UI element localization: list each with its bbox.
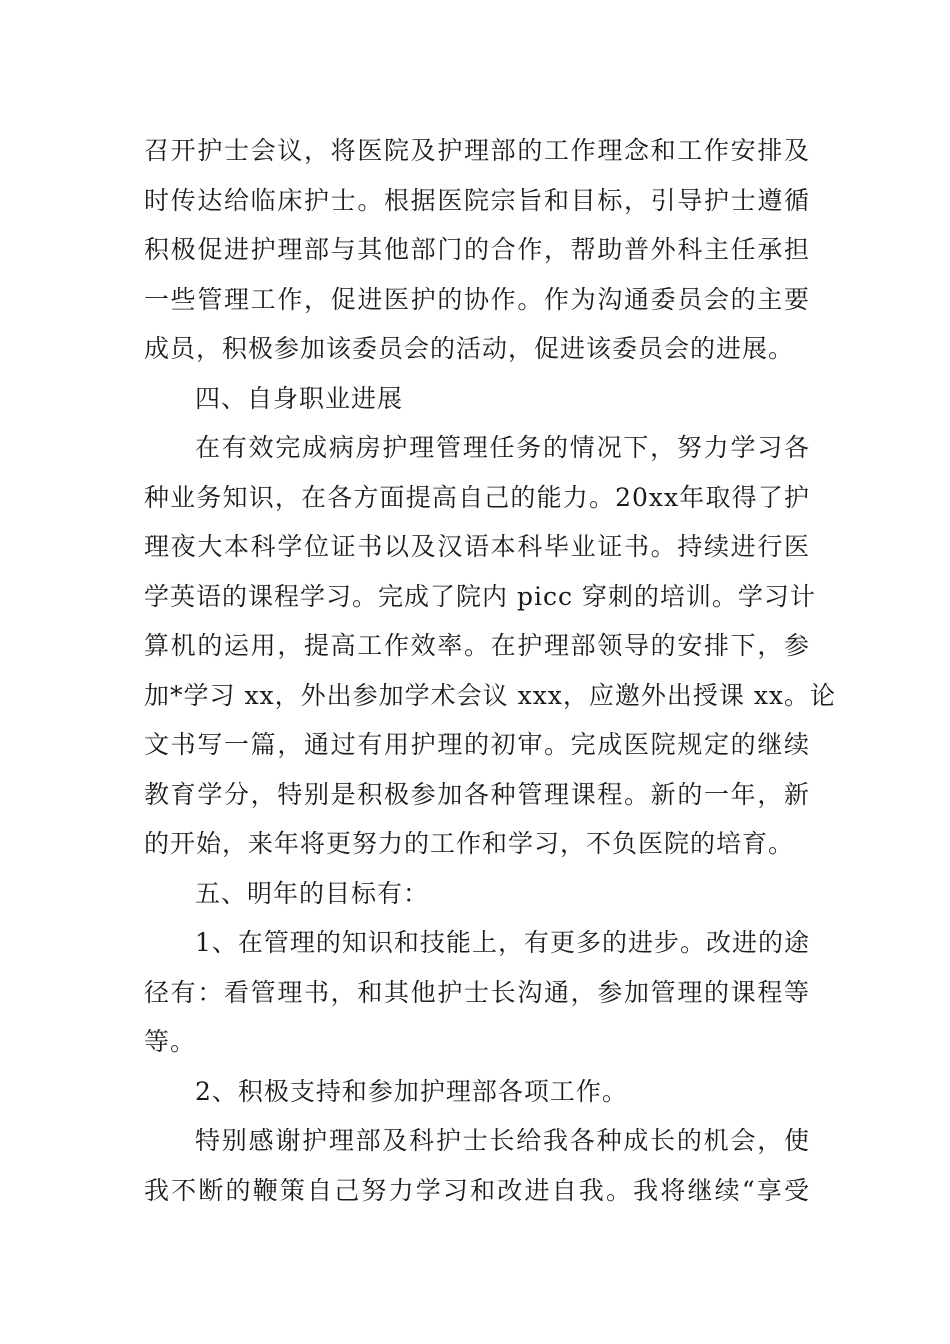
list-item: 2、积极支持和参加护理部各项工作。 — [195, 1076, 628, 1106]
text-line: 教育学分，特别是积极参加各种管理课程。新的一年，新 — [144, 779, 810, 809]
list-item: 1、在管理的知识和技能上，有更多的进步。改进的途 — [195, 928, 810, 957]
text-line: 加*学习 xx，外出参加学术会议 xxx，应邀外出授课 xx。论 — [144, 680, 837, 710]
text-line: 特别感谢护理部及科护士长给我各种成长的机会，使 — [195, 1126, 810, 1155]
text-line: 学英语的课程学习。完成了院内 picc 穿刺的培训。学习计 — [144, 581, 816, 611]
section-heading: 四、自身职业进展 — [195, 383, 404, 413]
text-line: 径有：看管理书，和其他护士长沟通，参加管理的课程等 — [144, 977, 810, 1007]
text-line: 文书写一篇，通过有用护理的初审。完成医院规定的继续 — [144, 730, 810, 759]
text-line: 理夜大本科学位证书以及汉语本科毕业证书。持续进行医 — [144, 532, 810, 561]
section-heading: 五、明年的目标有： — [195, 878, 430, 908]
text-line: 时传达给临床护士。根据医院宗旨和目标，引导护士遵循 — [144, 185, 810, 215]
text-line: 等。 — [144, 1027, 197, 1056]
text-line: 的开始，来年将更努力的工作和学习，不负医院的培育。 — [144, 829, 795, 858]
text-line: 召开护士会议，将医院及护理部的工作理念和工作安排及 — [144, 136, 810, 165]
text-line: 我不断的鞭策自己努力学习和改进自我。我将继续“享受 — [144, 1175, 810, 1205]
text-line: 算机的运用，提高工作效率。在护理部领导的安排下，参 — [144, 631, 810, 660]
text-line: 积极促进护理部与其他部门的合作，帮助普外科主任承担 — [144, 235, 810, 264]
text-line: 在有效完成病房护理管理任务的情况下，努力学习各 — [195, 433, 810, 462]
text-line: 一些管理工作，促进医护的协作。作为沟通委员会的主要 — [144, 284, 810, 314]
text-line: 成员，积极参加该委员会的活动，促进该委员会的进展。 — [144, 334, 795, 363]
body-text — [144, 126, 837, 1215]
text-line: 种业务知识，在各方面提高自己的能力。20xx年取得了护 — [144, 482, 810, 512]
